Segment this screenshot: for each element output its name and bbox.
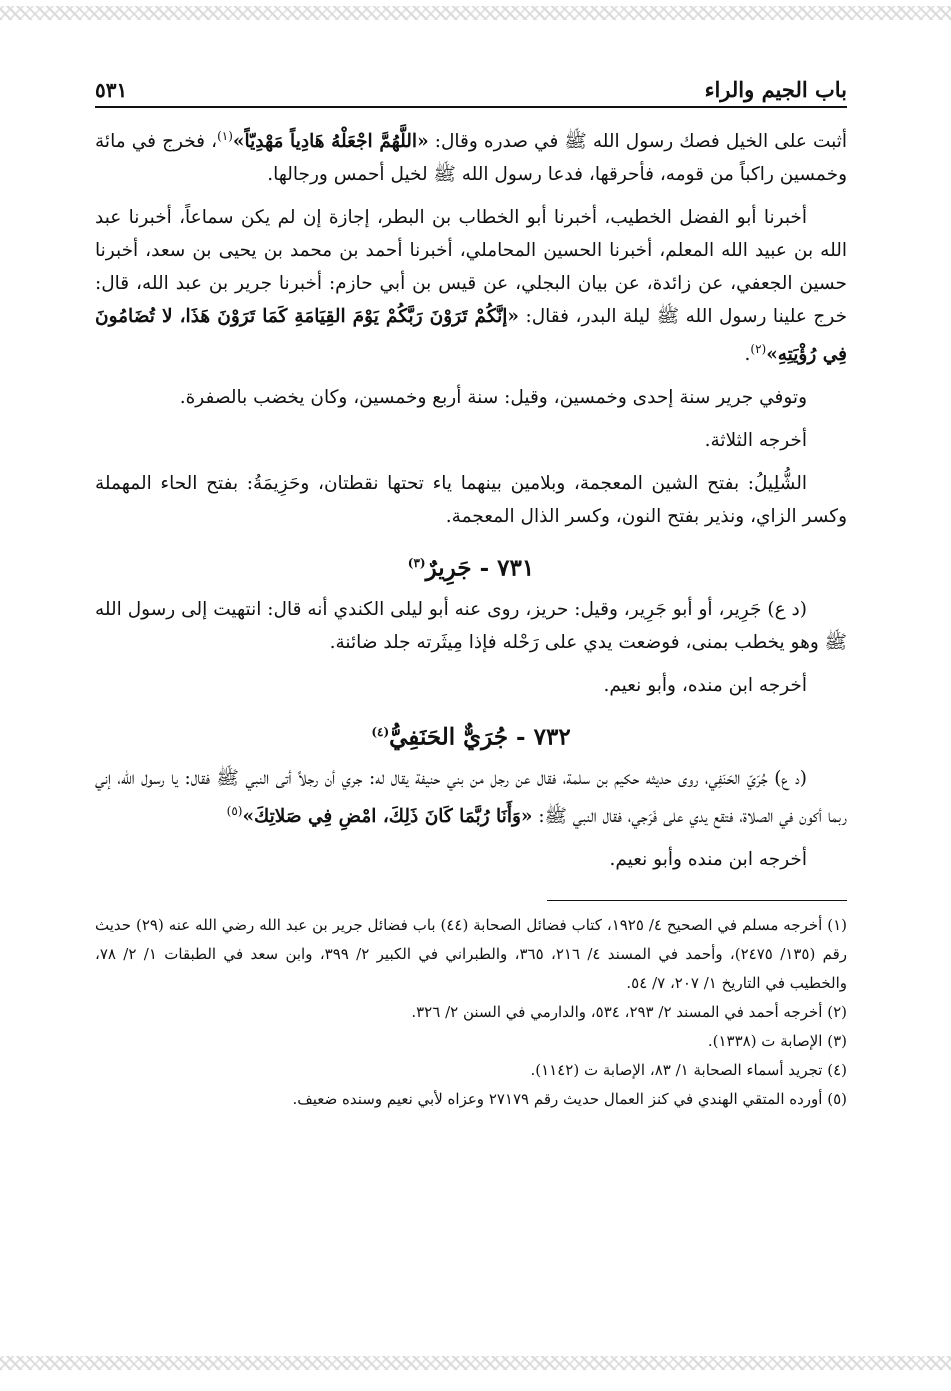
top-ornament-border (0, 6, 951, 20)
book-page (95, 62, 847, 1114)
footnote: (٥) أورده المتقي الهندي في كنز العمال حديث رقم ٢٧١٧٩ وعزاه لأبي نعيم وسنده ضعيف. (292, 1089, 847, 1108)
footnote-ref[interactable]: (٣) (407, 556, 426, 571)
hadith-quote: «وَأَنَا رُبَّمَا كَانَ ذَلِكَ، امْضِ فِي صَلاتِكَ» (242, 805, 533, 827)
paragraph-text: . (744, 344, 751, 366)
running-header (95, 62, 847, 108)
paragraph: (د ع) جَرِير، أو أبو جَرِير، وقيل: حريز، روى عنه أبو ليلى الكندي أنه قال: انتهيت إلى رسول الله ﷺ وهو يخطب بمنى، فوضعت يدي على رَحْله فإذا مِيثَرته جلد ضائنة. (95, 598, 847, 653)
paragraph-text: أخبرنا أبو الفضل الخطيب، أخبرنا أبو الخطاب بن البطر، إجازة إن لم يكن سماعاً، أخبرنا عبد الله بن عبيد الله المعلم، أخبرنا الحسين المحاملي، أخبرنا أحمد بن محمد بن يحيى بن سعد، أخبرنا حسين الجعفي، عن زائدة، عن بيان البجلي، عن قيس بن أبي حازم: أخبرنا جرير بن عبد الله، قال: خرج علينا رسول الله ﷺ ليلة البدر، فقال: (95, 207, 848, 328)
hadith-quote: «إنَّكُمْ تَرَوْنَ رَبَّكُمْ يَوْمَ القِيَامَةِ كَمَا تَرَوْنَ هَذَا، لا تُضَامُونَ فِي رُؤْيَتِهِ» (95, 306, 847, 366)
paragraph: أخرجه ابن منده وأبو نعيم. (609, 848, 807, 870)
paragraph (95, 201, 847, 371)
entry-title-text: ٧٣٢ - جُرَيٌّ الحَنَفِيُّ (389, 723, 571, 751)
paragraph-text: أثبت على الخيل فصك رسول الله ﷺ في صدره وقال: (428, 131, 847, 153)
chapter-title: باب الجيم والراء (704, 77, 847, 102)
entry-heading (95, 716, 847, 754)
page-number: ٥٣١ (95, 78, 128, 102)
paragraph (95, 762, 847, 833)
entry-title-text: ٧٣١ - جَرِيرٌ (425, 554, 535, 582)
paragraph: أخرجه ابن منده، وأبو نعيم. (603, 674, 807, 696)
footnote: (٤) تجريد أسماء الصحابة ١/ ٨٣، الإصابة ت (١١٤٢). (530, 1060, 847, 1079)
footnote: (١) أخرجه مسلم في الصحيح ٤/ ١٩٢٥، كتاب فضائل الصحابة (٤٤) باب فضائل جرير بن عبد الله رضي الله عنه (٢٩) حديث رقم (١٣٥/ ٢٤٧٥)، وأحمد في المسند ٤/ ٢١٦، ٣٦٥، والطبراني في الكبير ٢/ ٣٩٩، وابن سعد في الطبقات ١/ ٢/ ٧٨، والخطيب في التاريخ ١/ ٢٠٧، ٧/ ٥٤. (95, 915, 848, 992)
footnote: (٢) أخرجه أحمد في المسند ٢/ ٢٩٣، ٥٣٤، والدارمي في السنن ٢/ ٣٢٦. (411, 1002, 847, 1021)
entry-heading (95, 547, 847, 585)
footnote: (٣) الإصابة ت (١٣٣٨). (707, 1031, 847, 1050)
footnote-ref[interactable]: (٤) (371, 724, 390, 739)
bottom-ornament-border (0, 1356, 951, 1370)
paragraph (95, 120, 847, 191)
footnote-ref[interactable]: (١) (217, 129, 233, 143)
paragraph: الشُّلِيلُ: بفتح الشين المعجمة، وبلامين بينهما ياء تحتها نقطتان، وحَزِيمَةُ: بفتح الحاء المهملة وكسر الزاي، ونذير بفتح النون، وكسر الذال المعجمة. (95, 473, 847, 528)
footnote-ref[interactable]: (٥) (226, 803, 243, 818)
footnote-divider (547, 900, 847, 901)
footnote-ref[interactable]: (٢) (750, 342, 767, 357)
paragraph: أخرجه الثلاثة. (704, 430, 807, 452)
hadith-quote: «اللَّهُمَّ اجْعَلْهُ هَادِياً مَهْدِيّاً» (232, 131, 429, 153)
paragraph-text: (د ع) جُرَيّ الحَنَفِي، روى حديثه حكيم بن سلمة، فقال عن رجل من بني حنيفة يقال له: جري أن رجلاً أتى النبي ﷺ فقال: يا رسول الله، إني ربما أكون في الصلاة، فتقع يدي على فَرَجي، فقال النبي ﷺ: (95, 767, 847, 827)
footnotes (95, 911, 847, 1114)
paragraph: وتوفي جرير سنة إحدى وخمسين، وقيل: سنة أربع وخمسين، وكان يخضب بالصفرة. (179, 387, 807, 409)
main-text (95, 120, 847, 876)
paragraph-text: ، فخرج في مائة وخمسين راكباً من قومه، فأحرقها، فدعا رسول الله ﷺ لخيل أحمس ورجالها. (95, 131, 847, 186)
